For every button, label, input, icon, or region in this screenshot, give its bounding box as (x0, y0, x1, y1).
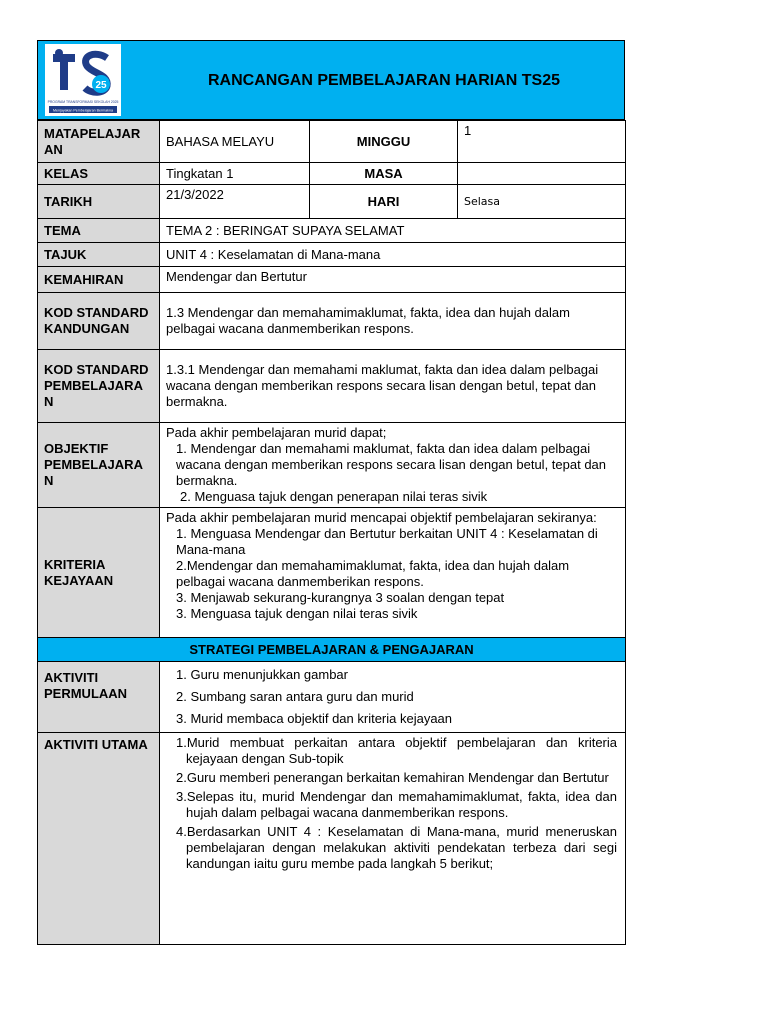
kriteria-item: 3. Menjawab sekurang-kurangnya 3 soalan dengan tepat (176, 590, 505, 605)
row-kod-standard-kandungan (38, 293, 626, 350)
row-tema (38, 219, 626, 243)
masa-value (458, 163, 626, 185)
objektif-content (160, 423, 626, 508)
objektif-label: OBJEKTIF PEMBELAJARA N (38, 423, 160, 508)
kriteria-intro: Pada akhir pembelajaran murid mencapai objektif pembelajaran sekiranya: (166, 510, 597, 525)
kriteria-item: 3. Menguasa tajuk dengan nilai teras sivik (176, 606, 418, 621)
ksp-label: KOD STANDARD PEMBELAJARA N (38, 350, 160, 423)
header-banner (37, 40, 625, 120)
row-kriteria (38, 508, 626, 638)
tarikh-value: 21/3/2022 (160, 185, 310, 219)
row-aktiviti-utama (38, 733, 626, 945)
lesson-plan-sheet (37, 40, 625, 945)
objektif-item: 1. Mendengar dan memahami maklumat, fakta dan idea dalam pelbagai wacana dengan memberikan respons secara lisan dengan betul, tepat dan bermakna. (176, 441, 607, 488)
tajuk-value: UNIT 4 : Keselamatan di Mana-mana (160, 243, 626, 267)
utama-item: 2.Guru memberi penerangan berkaitan kemahiran Mendengar dan Bertutur (176, 770, 609, 785)
permulaan-item: 2. Sumbang saran antara guru dan murid (176, 689, 414, 704)
tajuk-label: TAJUK (38, 243, 160, 267)
kriteria-content (160, 508, 626, 638)
ksk-value: 1.3 Mendengar dan memahamimaklumat, fakta, idea dan hujah dalam pelbagai wacana danmemberikan respons. (160, 293, 626, 350)
minggu-label: MINGGU (310, 121, 458, 163)
lesson-plan-table (37, 120, 626, 945)
strategi-heading: STRATEGI PEMBELAJARAN & PENGAJARAN (38, 638, 626, 662)
utama-item: 4.Berdasarkan UNIT 4 : Keselamatan di Mana-mana, murid meneruskan pembelajaran dengan melakukan aktiviti pendekatan terbeza dari segi kandungan iaitu guru membe pada langkah 5 berikut; (176, 824, 617, 871)
objektif-item: 2. Menguasa tajuk dengan penerapan nilai teras sivik (180, 489, 488, 504)
kelas-label: KELAS (38, 163, 160, 185)
utama-content (160, 733, 626, 945)
permulaan-content (160, 662, 626, 733)
row-kemahiran (38, 267, 626, 293)
permulaan-label: AKTIVITI PERMULAAN (38, 662, 160, 733)
row-strategi (38, 638, 626, 662)
kemahiran-label: KEMAHIRAN (38, 267, 160, 293)
minggu-value: 1 (458, 121, 626, 163)
utama-item: 3.Selepas itu, murid Mendengar dan memahamimaklumat, fakta, idea dan hujah dalam pelbagai wacana danmemberikan respons. (176, 789, 617, 820)
row-aktiviti-permulaan (38, 662, 626, 733)
kriteria-label: KRITERIA KEJAYAAN (38, 508, 160, 638)
ksp-value: 1.3.1 Mendengar dan memahami maklumat, fakta dan idea dalam pelbagai wacana dengan memberikan respons secara lisan dengan betul, tepat dan bermakna. (160, 350, 626, 423)
permulaan-item: 3. Murid membaca objektif dan kriteria kejayaan (176, 711, 453, 726)
ksk-label: KOD STANDARD KANDUNGAN (38, 293, 160, 350)
tema-label: TEMA (38, 219, 160, 243)
masa-label: MASA (310, 163, 458, 185)
matapelajaran-label: MATAPELAJAR AN (38, 121, 160, 163)
kemahiran-value: Mendengar dan Bertutur (160, 267, 626, 293)
logo-tagline: Menjayakan Pembelajaran Bermakna (53, 108, 113, 113)
page-title: RANCANGAN PEMBELAJARAN HARIAN TS25 (208, 72, 561, 89)
hari-label: HARI (310, 185, 458, 219)
tema-value: TEMA 2 : BERINGAT SUPAYA SELAMAT (160, 219, 626, 243)
matapelajaran-value: BAHASA MELAYU (160, 121, 310, 163)
tarikh-label: TARIKH (38, 185, 160, 219)
utama-item: 1.Murid membuat perkaitan antara objektif pembelajaran dan kriteria kejayaan dengan Sub-topik (176, 735, 617, 766)
row-kelas (38, 163, 626, 185)
row-objektif (38, 423, 626, 508)
kriteria-item: 1. Menguasa Mendengar dan Bertutur berkaitan UNIT 4 : Keselamatan di Mana-mana (176, 526, 598, 557)
kriteria-item: 2.Mendengar dan memahamimaklumat, fakta, idea dan hujah dalam pelbagai wacana danmemberikan respons. (176, 558, 570, 589)
row-kod-standard-pembelajaran (38, 350, 626, 423)
hari-value: Selasa (458, 185, 626, 219)
row-tajuk (38, 243, 626, 267)
row-tarikh (38, 185, 626, 219)
logo-caption: PROGRAM TRANSFORMASI SEKOLAH 2025 (47, 100, 119, 104)
row-matapelajaran (38, 121, 626, 163)
kelas-value: Tingkatan 1 (160, 163, 310, 185)
ts25-logo (45, 44, 121, 116)
logo-number: 25 (95, 80, 107, 91)
objektif-intro: Pada akhir pembelajaran murid dapat; (166, 425, 387, 440)
permulaan-item: 1. Guru menunjukkan gambar (176, 667, 348, 682)
utama-label: AKTIVITI UTAMA (38, 733, 160, 945)
